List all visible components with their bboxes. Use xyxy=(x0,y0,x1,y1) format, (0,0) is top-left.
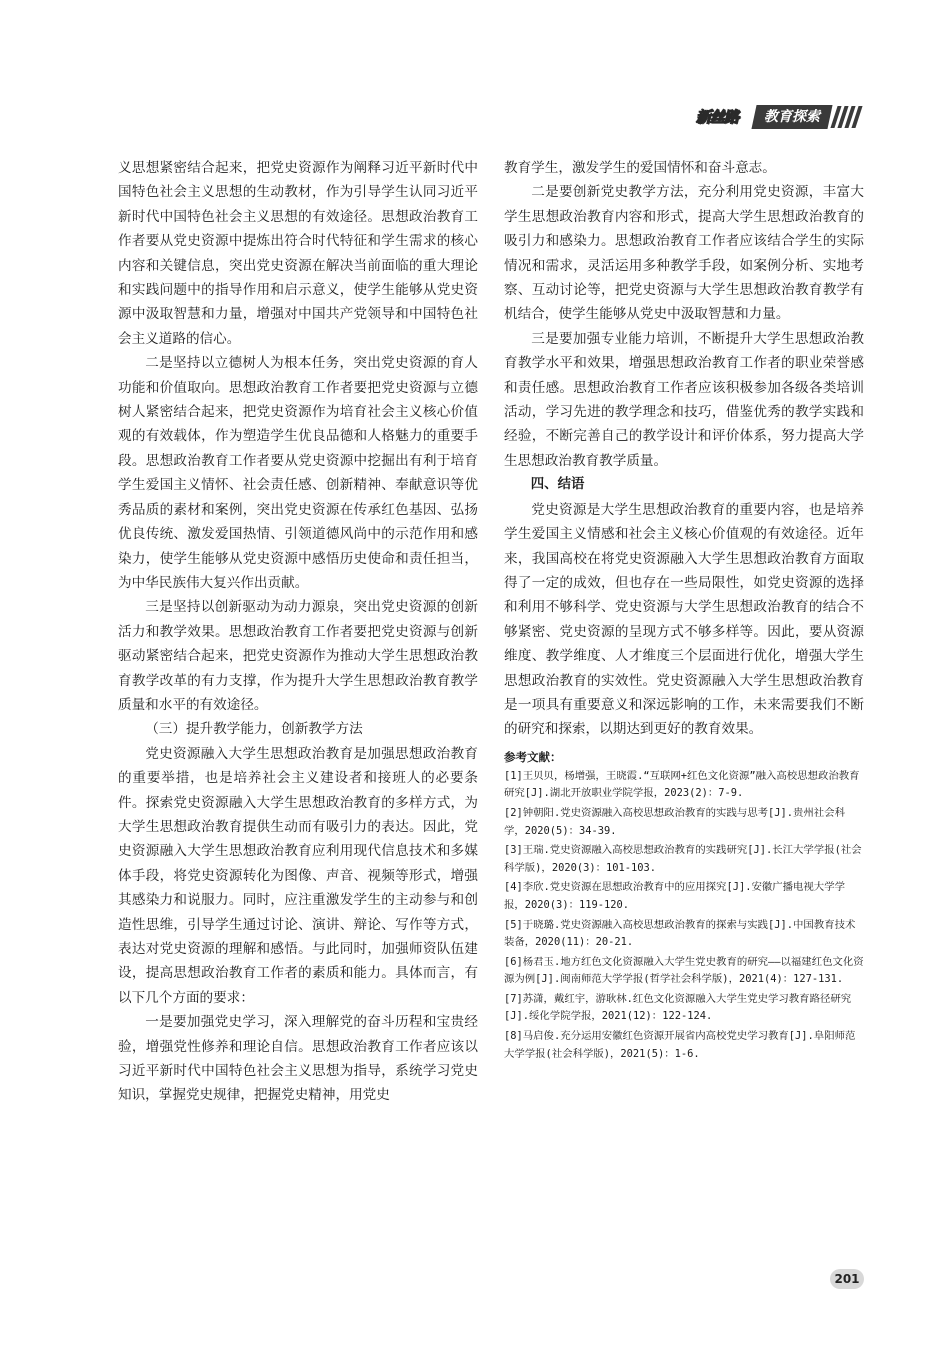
paragraph: 党史资源融入大学生思想政治教育是加强思想政治教育的重要举措，也是培养社会主义建设者和接班人的必要条件。探索党史资源融入大学生思想政治教育的多样方式，为大学生思想政治教育提供生动而有吸引力的表达。因此，党史资源融入大学生思想政治教育应利用现代信息技术和多媒体手段，将党史资源转化为图像、声音、视频等形式，增强其感染力和说服力。同时，应注重激发学生的主动参与和创造性思维，引导学生通过讨论、演讲、辩论、写作等方式，表达对党史资源的理解和感悟。与此同时，加强师资队伍建设，提高思想政治教育工作者的素质和能力。具体而言，有以下几个方面的要求： xyxy=(118,745,478,1006)
right-column xyxy=(504,156,864,1065)
paragraph: 三是要加强专业能力培训，不断提升大学生思想政治教育教学水平和效果，增强思想政治教育工作者的职业荣誉感和责任感。思想政治教育工作者应该积极参加各级各类培训活动，学习先进的教学理念和技巧，借鉴优秀的教学实践和经验，不断完善自己的教学设计和评价体系，努力提高大学生思想政治教育教学质量。 xyxy=(504,330,864,469)
reference-item: [2]钟朝阳.党史资源融入高校思想政治教育的实践与思考[J].贵州社会科学，2020(5)：34-39. xyxy=(504,806,845,837)
column-section-tag: 教育探索 xyxy=(751,105,832,129)
paragraph: 义思想紧密结合起来，把党史资源作为阐释习近平新时代中国特色社会主义思想的生动教材，作为引导学生认同习近平新时代中国特色社会主义思想的有效途径。思想政治教育工作者要从党史资源中提炼出符合时代特征和学生需求的核心内容和关键信息，突出党史资源在解决当前面临的重大理论和实践问题中的指导作用和启示意义，使学生能够从党史资源中汲取智慧和力量，增强对中国共产党领导和中国特色社会主义道路的信心。 xyxy=(118,160,478,347)
reference-item: [3]王瑞.党史资源融入高校思想政治教育的实践研究[J].长江大学学报(社会科学版)，2020(3)：101-103. xyxy=(504,844,862,874)
journal-header xyxy=(696,104,866,130)
reference-item: [5]于晓璐.党史资源融入高校思想政治教育的探索与实践[J].中国教育技术装备，2020(11)：20-21. xyxy=(504,918,856,949)
decorative-slashes xyxy=(834,106,866,128)
journal-brand-logo: 新丝路 xyxy=(696,104,750,130)
section-heading: 四、结语 xyxy=(530,477,585,493)
reference-item: [7]苏潇，戴红宇，游耿林.红色文化资源融入大学生党史学习教育路径研究[J].绥化学院学报，2021(12)：122-124. xyxy=(504,992,852,1023)
paragraph: 一是要加强党史学习，深入理解党的奋斗历程和宝贵经验，增强党性修养和理论自信。思想政治教育工作者应该以习近平新时代中国特色社会主义思想为指导，系统学习党史知识，掌握党史规律，把握党史精神，用党史 xyxy=(118,1014,478,1104)
references-list xyxy=(504,768,864,1064)
left-column xyxy=(118,156,478,1108)
references-title: 参考文献： xyxy=(504,749,562,764)
conclusion-paragraph: 党史资源是大学生思想政治教育的重要内容，也是培养学生爱国主义情感和社会主义核心价值观的有效途径。近年来，我国高校在将党史资源融入大学生思想政治教育方面取得了一定的成效，但也存在一些局限性，如党史资源的选择和利用不够科学、党史资源与大学生思想政治教育的结合不够紧密、党史资源的呈现方式不够多样等。因此，要从资源维度、教学维度、人才维度三个层面进行优化，增强大学生思想政治教育的实效性。党史资源融入大学生思想政治教育是一项具有重要意义和深远影响的工作，未来需要我们不断的研究和探索，以期达到更好的教育效果。 xyxy=(504,501,864,738)
paragraph: 二是坚持以立德树人为根本任务，突出党史资源的育人功能和价值取向。思想政治教育工作者要把党史资源与立德树人紧密结合起来，把党史资源作为培育社会主义核心价值观的有效载体，作为塑造学生优良品德和人格魅力的重要手段。思想政治教育工作者要从党史资源中挖掘出有利于培育学生爱国主义情怀、社会责任感、创新精神、奉献意识等优秀品质的素材和案例，突出党史资源在传承红色基因、弘扬优良传统、激发爱国热情、引领道德风尚中的示范作用和感染力，使学生能够从党史资源中感悟历史使命和责任担当，为中华民族伟大复兴作出贡献。 xyxy=(118,355,478,591)
reference-item: [1]王贝贝，杨增强，王晓霞.“互联网+红色文化资源”融入高校思想政治教育研究[J].湖北开放职业学院学报，2023(2)：7-9. xyxy=(504,769,860,800)
paragraph: 三是坚持以创新驱动为动力源泉，突出党史资源的创新活力和教学效果。思想政治教育工作者要把党史资源与创新驱动紧密结合起来，把党史资源作为推动大学生思想政治教育教学改革的有力支撑，作为提升大学生思想政治教育教学质量和水平的有效途径。 xyxy=(118,599,478,713)
page-number: 201 xyxy=(830,1269,864,1289)
reference-item: [8]马启俊.充分运用安徽红色资源开展省内高校党史学习教育[J].阜阳师范大学学报(社会科学版)，2021(5)：1-6. xyxy=(504,1030,856,1060)
paragraph: 二是要创新党史教学方法，充分利用党史资源，丰富大学生思想政治教育内容和形式，提高大学生思想政治教育的吸引力和感染力。思想政治教育工作者应该结合学生的实际情况和需求，灵活运用多种教学手段，如案例分析、实地考察、互动讨论等，把党史资源与大学生思想政治教育教学有机结合，使学生能够从党史中汲取智慧和力量。 xyxy=(504,184,864,323)
subsection-heading: （三）提升教学能力，创新教学方法 xyxy=(145,721,363,738)
reference-item: [4]李欣.党史资源在思想政治教育中的应用探究[J].安徽广播电视大学学报，2020(3)：119-120. xyxy=(504,881,845,911)
paragraph: 教育学生，激发学生的爱国情怀和奋斗意志。 xyxy=(504,160,776,176)
reference-item: [6]杨君玉.地方红色文化资源融入大学生党史教育的研究——以福建红色文化资源为例[J].闽南师范大学学报(哲学社会科学版)，2021(4)：127-131. xyxy=(504,955,864,986)
